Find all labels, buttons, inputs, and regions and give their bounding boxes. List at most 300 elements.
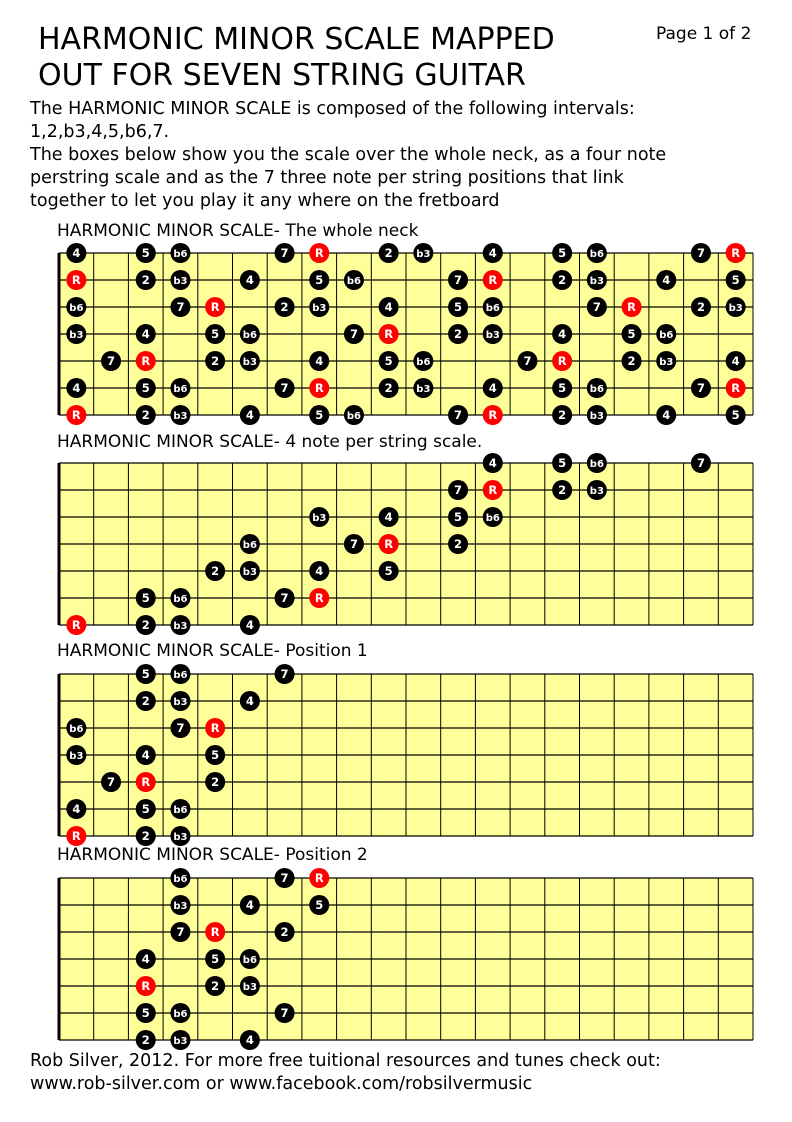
note-label: 5 [211, 327, 220, 341]
scale-note-marker [344, 534, 364, 554]
scale-note-marker [240, 405, 260, 425]
note-label: 5 [315, 408, 324, 422]
note-label: 7 [696, 456, 705, 470]
title-line-2: OUT FOR SEVEN STRING GUITAR [38, 58, 526, 93]
diagram-title-four-note: HARMONIC MINOR SCALE- 4 note per string scale. [57, 432, 483, 452]
scale-note-marker [275, 868, 295, 888]
note-label: 5 [384, 354, 393, 368]
note-label: R [210, 721, 220, 735]
scale-note-marker [170, 1030, 190, 1050]
root-note-marker [483, 270, 503, 290]
scale-note-marker [240, 351, 260, 371]
note-label: 7 [280, 381, 289, 395]
note-label: b3 [416, 384, 431, 395]
scale-note-marker [205, 324, 225, 344]
scale-note-marker [483, 453, 503, 473]
note-label: b3 [173, 697, 188, 708]
scale-note-marker [309, 351, 329, 371]
note-label: b6 [346, 411, 362, 422]
scale-note-marker [379, 243, 399, 263]
scale-note-marker [66, 799, 86, 819]
note-label: R [384, 327, 394, 341]
intro-line: perstring scale and as the 7 three note per string positions that link [30, 168, 624, 188]
scale-note-marker [691, 453, 711, 473]
root-note-marker [309, 243, 329, 263]
note-label: 4 [245, 1033, 254, 1047]
root-note-marker [379, 534, 399, 554]
note-label: 7 [176, 300, 185, 314]
note-label: 7 [454, 483, 463, 497]
scale-note-marker [726, 297, 746, 317]
note-label: 2 [696, 300, 705, 314]
note-label: b6 [173, 670, 188, 681]
note-label: b6 [242, 955, 257, 966]
note-label: 5 [141, 591, 150, 605]
note-label: b3 [242, 567, 257, 578]
note-label: R [71, 829, 81, 843]
scale-note-marker [66, 324, 86, 344]
scale-note-marker [483, 243, 503, 263]
note-label: 2 [211, 775, 220, 789]
scale-note-marker [309, 405, 329, 425]
note-label: 4 [488, 381, 497, 395]
scale-note-marker [66, 243, 86, 263]
note-label: R [557, 354, 567, 368]
scale-note-marker [170, 1003, 190, 1023]
scale-note-marker [170, 297, 190, 317]
scale-note-marker [136, 664, 156, 684]
note-label: R [314, 246, 324, 260]
scale-note-marker [136, 588, 156, 608]
note-label: R [71, 618, 81, 632]
scale-note-marker [656, 351, 676, 371]
note-label: b3 [173, 411, 188, 422]
note-label: b6 [485, 513, 500, 524]
note-label: 5 [141, 1006, 150, 1020]
note-label: R [488, 408, 498, 422]
note-label: 5 [315, 898, 324, 912]
scale-note-marker [413, 243, 433, 263]
scale-note-marker [136, 826, 156, 846]
scale-note-marker [240, 324, 260, 344]
note-label: 2 [141, 829, 150, 843]
note-label: 2 [454, 327, 463, 341]
note-label: b6 [485, 303, 500, 314]
note-label: 4 [315, 564, 324, 578]
note-label: b6 [659, 330, 674, 341]
scale-note-marker [448, 324, 468, 344]
note-label: 4 [245, 898, 254, 912]
note-label: b3 [312, 513, 327, 524]
root-note-marker [136, 772, 156, 792]
note-label: 4 [662, 273, 671, 287]
scale-note-marker [448, 480, 468, 500]
scale-note-marker [136, 1030, 156, 1050]
note-label: 4 [731, 354, 740, 368]
scale-note-marker [448, 507, 468, 527]
scale-note-marker [170, 378, 190, 398]
scale-note-marker [587, 270, 607, 290]
note-label: b6 [346, 276, 362, 287]
scale-note-marker [170, 270, 190, 290]
diagram-title-position-2: HARMONIC MINOR SCALE- Position 2 [57, 845, 368, 865]
scale-note-marker [622, 351, 642, 371]
scale-note-marker [587, 480, 607, 500]
scale-note-marker [483, 378, 503, 398]
scale-note-marker [552, 480, 572, 500]
note-label: 4 [141, 327, 150, 341]
scale-note-marker [309, 561, 329, 581]
scale-note-marker [448, 534, 468, 554]
scale-note-marker [170, 405, 190, 425]
note-label: 2 [141, 273, 150, 287]
note-label: 7 [523, 354, 532, 368]
note-label: 4 [245, 694, 254, 708]
note-label: 4 [72, 246, 81, 260]
note-label: 7 [349, 537, 358, 551]
root-note-marker [136, 976, 156, 996]
note-label: b3 [69, 330, 84, 341]
note-label: b3 [173, 832, 188, 843]
note-label: R [71, 273, 81, 287]
root-note-marker [136, 351, 156, 371]
scale-note-marker [170, 588, 190, 608]
scale-note-marker [726, 270, 746, 290]
note-label: b3 [312, 303, 327, 314]
note-label: 4 [488, 456, 497, 470]
root-note-marker [622, 297, 642, 317]
scale-note-marker [170, 868, 190, 888]
scale-note-marker [656, 405, 676, 425]
note-label: 7 [280, 591, 289, 605]
note-label: 4 [384, 510, 393, 524]
scale-note-marker [587, 243, 607, 263]
scale-note-marker [136, 691, 156, 711]
scale-note-marker [309, 895, 329, 915]
note-label: 7 [592, 300, 601, 314]
root-note-marker [483, 480, 503, 500]
scale-note-marker [413, 378, 433, 398]
scale-note-marker [379, 297, 399, 317]
scale-note-marker [691, 297, 711, 317]
root-note-marker [309, 378, 329, 398]
footer-links: www.rob-silver.com or www.facebook.com/robsilvermusic [30, 1074, 533, 1094]
scale-note-marker [552, 243, 572, 263]
scale-note-marker [587, 405, 607, 425]
root-note-marker [379, 324, 399, 344]
note-label: R [141, 979, 151, 993]
note-label: 5 [211, 952, 220, 966]
footer-credit: Rob Silver, 2012. For more free tuitional resources and tunes check out: [30, 1051, 661, 1071]
scale-note-marker [448, 270, 468, 290]
page-title [38, 22, 555, 94]
note-label: b6 [589, 384, 604, 395]
note-label: R [731, 246, 741, 260]
root-note-marker [309, 868, 329, 888]
note-label: 4 [558, 327, 567, 341]
scale-note-marker [170, 895, 190, 915]
note-label: 2 [141, 618, 150, 632]
fretboard-position-2 [56, 865, 758, 1055]
note-label: 5 [141, 381, 150, 395]
note-label: b6 [242, 540, 257, 551]
note-label: 5 [454, 510, 463, 524]
root-note-marker [205, 718, 225, 738]
note-label: 7 [176, 925, 185, 939]
scale-note-marker [136, 405, 156, 425]
scale-note-marker [275, 297, 295, 317]
scale-note-marker [101, 351, 121, 371]
scale-note-marker [205, 949, 225, 969]
intro-line: 1,2,b3,4,5,b6,7. [30, 122, 170, 142]
note-label: 7 [454, 408, 463, 422]
scale-note-marker [170, 826, 190, 846]
scale-note-marker [66, 745, 86, 765]
root-note-marker [483, 405, 503, 425]
intro-line: The HARMONIC MINOR SCALE is composed of the following intervals: [30, 99, 635, 119]
note-label: b3 [242, 357, 257, 368]
scale-note-marker [170, 718, 190, 738]
scale-note-marker [136, 949, 156, 969]
scale-note-marker [344, 270, 364, 290]
scale-note-marker [587, 378, 607, 398]
note-label: b3 [173, 901, 188, 912]
note-label: 2 [211, 564, 220, 578]
root-note-marker [66, 615, 86, 635]
root-note-marker [726, 243, 746, 263]
note-label: 5 [558, 246, 567, 260]
scale-note-marker [101, 772, 121, 792]
note-label: b3 [485, 330, 500, 341]
scale-note-marker [379, 378, 399, 398]
scale-note-marker [691, 243, 711, 263]
note-label: 2 [384, 246, 393, 260]
page-number: Page 1 of 2 [656, 24, 752, 44]
note-label: 2 [141, 408, 150, 422]
scale-note-marker [136, 243, 156, 263]
note-label: R [141, 775, 151, 789]
scale-note-marker [622, 324, 642, 344]
note-label: 4 [72, 381, 81, 395]
note-label: 7 [176, 721, 185, 735]
note-label: 5 [558, 456, 567, 470]
root-note-marker [552, 351, 572, 371]
note-label: 2 [141, 1033, 150, 1047]
scale-note-marker [205, 745, 225, 765]
scale-note-marker [205, 772, 225, 792]
scale-note-marker [656, 324, 676, 344]
fretboard-whole-neck [56, 240, 758, 430]
note-label: b3 [416, 249, 431, 260]
note-label: 7 [696, 381, 705, 395]
scale-note-marker [587, 453, 607, 473]
scale-note-marker [656, 270, 676, 290]
note-label: b3 [173, 1036, 188, 1047]
scale-note-marker [344, 405, 364, 425]
scale-note-marker [205, 561, 225, 581]
note-label: 4 [315, 354, 324, 368]
scale-note-marker [205, 351, 225, 371]
note-label: 2 [558, 408, 567, 422]
note-label: 5 [731, 408, 740, 422]
scale-note-marker [66, 297, 86, 317]
root-note-marker [205, 922, 225, 942]
note-label: R [314, 591, 324, 605]
note-label: 4 [662, 408, 671, 422]
scale-note-marker [170, 664, 190, 684]
scale-note-marker [379, 507, 399, 527]
note-label: 5 [141, 802, 150, 816]
scale-note-marker [587, 297, 607, 317]
scale-note-marker [309, 297, 329, 317]
intro-text [30, 98, 770, 213]
note-label: b6 [589, 459, 604, 470]
scale-note-marker [240, 895, 260, 915]
note-label: R [314, 871, 324, 885]
scale-note-marker [552, 453, 572, 473]
fretboard-four-note-per-string [56, 450, 758, 640]
note-label: 7 [280, 667, 289, 681]
diagram-title-position-1: HARMONIC MINOR SCALE- Position 1 [57, 641, 368, 661]
root-note-marker [205, 297, 225, 317]
intro-line: The boxes below show you the scale over the whole neck, as a four note [30, 145, 667, 165]
note-label: b6 [589, 249, 604, 260]
note-label: 4 [141, 748, 150, 762]
note-label: 4 [245, 408, 254, 422]
note-label: b6 [173, 874, 188, 885]
fretboard-position-1 [56, 661, 758, 851]
note-label: b6 [173, 249, 188, 260]
note-label: b3 [589, 276, 604, 287]
note-label: 5 [211, 748, 220, 762]
scale-note-marker [275, 378, 295, 398]
note-label: R [384, 537, 394, 551]
root-note-marker [66, 405, 86, 425]
diagram-title-whole-neck: HARMONIC MINOR SCALE- The whole neck [57, 221, 419, 241]
note-label: 5 [384, 564, 393, 578]
note-label: R [210, 300, 220, 314]
scale-note-marker [170, 243, 190, 263]
note-label: 7 [107, 775, 116, 789]
footer [30, 1050, 661, 1096]
note-label: R [141, 354, 151, 368]
scale-note-marker [136, 1003, 156, 1023]
scale-note-marker [240, 534, 260, 554]
scale-note-marker [240, 1030, 260, 1050]
note-label: R [71, 408, 81, 422]
scale-note-marker [483, 297, 503, 317]
scale-note-marker [240, 949, 260, 969]
scale-note-marker [552, 270, 572, 290]
root-note-marker [726, 378, 746, 398]
note-label: 5 [141, 246, 150, 260]
scale-note-marker [240, 976, 260, 996]
root-note-marker [309, 588, 329, 608]
scale-note-marker [240, 615, 260, 635]
root-note-marker [66, 270, 86, 290]
note-label: 2 [280, 925, 289, 939]
scale-note-marker [275, 243, 295, 263]
scale-note-marker [552, 324, 572, 344]
note-label: b3 [728, 303, 743, 314]
note-label: 5 [731, 273, 740, 287]
scale-note-marker [275, 922, 295, 942]
note-label: 5 [315, 273, 324, 287]
note-label: 5 [558, 381, 567, 395]
scale-note-marker [240, 561, 260, 581]
scale-note-marker [483, 507, 503, 527]
note-label: 2 [280, 300, 289, 314]
scale-note-marker [552, 378, 572, 398]
scale-note-marker [170, 922, 190, 942]
scale-note-marker [136, 270, 156, 290]
note-label: b6 [173, 594, 188, 605]
note-label: b6 [173, 1009, 188, 1020]
scale-note-marker [170, 799, 190, 819]
note-label: 2 [627, 354, 636, 368]
scale-note-marker [309, 507, 329, 527]
note-label: b6 [69, 303, 84, 314]
note-label: 2 [211, 354, 220, 368]
note-label: 4 [245, 618, 254, 632]
note-label: 2 [384, 381, 393, 395]
scale-note-marker [379, 561, 399, 581]
note-label: 4 [384, 300, 393, 314]
scale-note-marker [240, 270, 260, 290]
note-label: b3 [659, 357, 674, 368]
scale-note-marker [448, 297, 468, 317]
note-label: b3 [589, 486, 604, 497]
note-label: 7 [107, 354, 116, 368]
scale-note-marker [517, 351, 537, 371]
note-label: R [210, 925, 220, 939]
note-label: b3 [69, 751, 84, 762]
note-label: 7 [696, 246, 705, 260]
note-label: 5 [141, 667, 150, 681]
note-label: b6 [173, 805, 188, 816]
note-label: b3 [173, 276, 188, 287]
note-label: b3 [589, 411, 604, 422]
note-label: b3 [242, 982, 257, 993]
scale-note-marker [136, 799, 156, 819]
note-label: R [627, 300, 636, 314]
scale-note-marker [552, 405, 572, 425]
note-label: b6 [173, 384, 188, 395]
note-label: b6 [69, 724, 84, 735]
note-label: R [731, 381, 741, 395]
note-label: b6 [242, 330, 257, 341]
note-label: 4 [245, 273, 254, 287]
scale-note-marker [136, 324, 156, 344]
note-label: R [488, 273, 498, 287]
scale-note-marker [691, 378, 711, 398]
scale-note-marker [170, 691, 190, 711]
note-label: R [314, 381, 324, 395]
scale-note-marker [275, 664, 295, 684]
note-label: 7 [454, 273, 463, 287]
scale-note-marker [413, 351, 433, 371]
scale-note-marker [205, 976, 225, 996]
note-label: 5 [454, 300, 463, 314]
scale-note-marker [136, 745, 156, 765]
note-label: 7 [280, 871, 289, 885]
scale-note-marker [240, 691, 260, 711]
note-label: 4 [72, 802, 81, 816]
note-label: 2 [454, 537, 463, 551]
note-label: 4 [488, 246, 497, 260]
scale-note-marker [448, 405, 468, 425]
note-label: 2 [558, 483, 567, 497]
